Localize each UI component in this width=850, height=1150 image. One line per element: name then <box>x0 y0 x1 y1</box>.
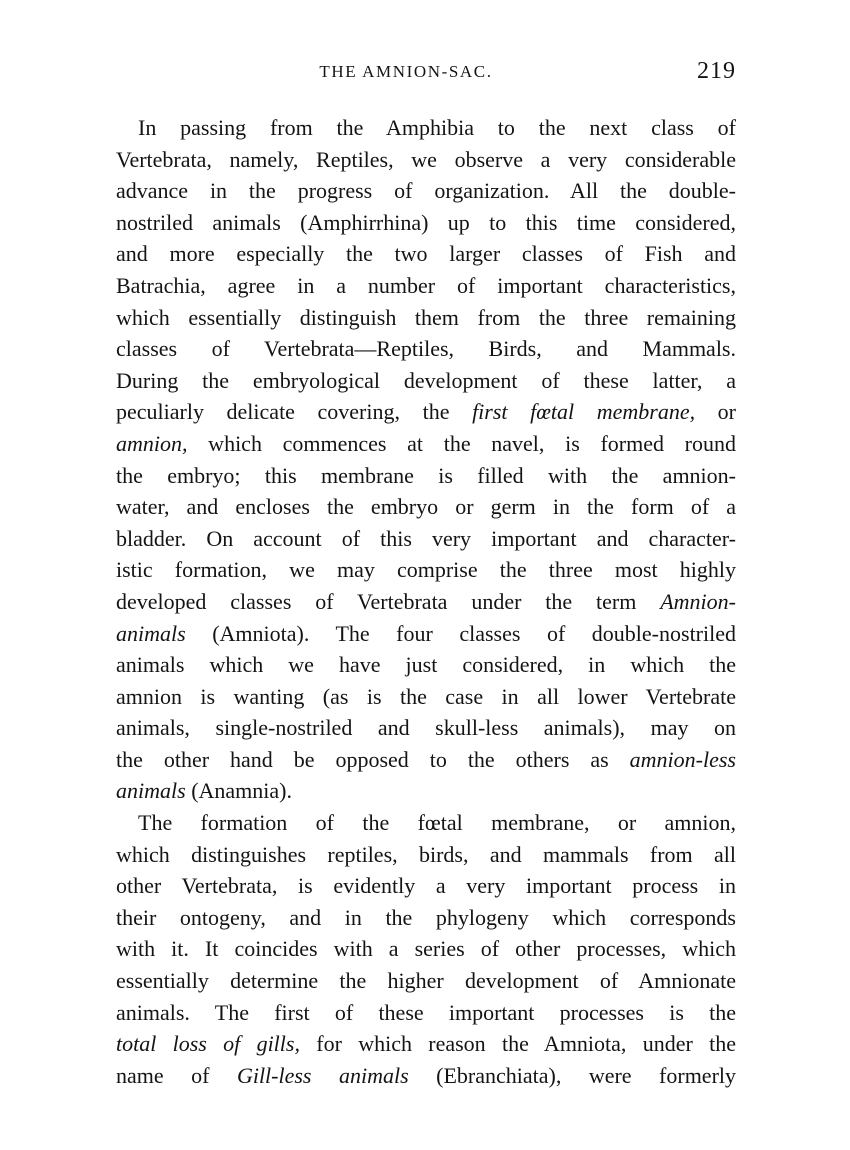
text-segment: for which reason the Amniota, under the <box>299 1031 736 1057</box>
italic-text: Amnion- <box>660 588 736 614</box>
text-line <box>116 997 736 1029</box>
body-text <box>116 112 736 1091</box>
text-line <box>116 1060 736 1092</box>
text-segment: istic formation, we may comprise the three most highly <box>116 557 736 583</box>
text-segment: their ontogeny, and in the phylogeny which corresponds <box>116 904 736 930</box>
text-segment: which distinguishes reptiles, birds, and mammals from all <box>116 841 736 867</box>
text-line <box>116 112 736 144</box>
text-segment: The formation of the fœtal membrane, or amnion, <box>138 810 736 836</box>
text-line <box>116 618 736 650</box>
page-number: 219 <box>697 58 736 84</box>
text-segment: name of <box>116 1062 237 1088</box>
text-line <box>116 396 736 428</box>
text-line <box>116 965 736 997</box>
text-segment: essentially determine the higher development of Amnionate <box>116 968 736 994</box>
text-line <box>116 302 736 334</box>
text-line <box>116 839 736 871</box>
italic-text: animals <box>116 778 186 804</box>
text-segment: the other hand be opposed to the others as <box>116 746 630 772</box>
text-line <box>116 554 736 586</box>
running-title: THE AMNION-SAC. <box>319 62 493 81</box>
italic-text: amnion, <box>116 430 188 456</box>
text-line <box>116 712 736 744</box>
text-line <box>116 649 736 681</box>
text-segment: peculiarly delicate covering, the <box>116 399 473 425</box>
text-line <box>116 1028 736 1060</box>
text-segment: classes of Vertebrata—Reptiles, Birds, and Mammals. <box>116 336 736 362</box>
text-line <box>116 523 736 555</box>
italic-text: total loss of gills, <box>116 1031 300 1057</box>
text-line <box>116 460 736 492</box>
text-line <box>116 902 736 934</box>
text-line <box>116 807 736 839</box>
text-segment: the embryo; this membrane is filled with the amnion- <box>116 462 736 488</box>
paragraph <box>116 112 736 807</box>
text-line <box>116 270 736 302</box>
text-segment: animals which we have just considered, in which the <box>116 652 736 678</box>
text-line <box>116 175 736 207</box>
text-segment: animals. The first of these important processes is the <box>116 999 736 1025</box>
text-segment: advance in the progress of organization. All the double- <box>116 178 736 204</box>
page-header <box>116 58 736 94</box>
text-line <box>116 775 736 807</box>
text-segment: During the embryological development of these latter, a <box>116 367 736 393</box>
text-segment: Batrachia, agree in a number of important characteristics, <box>116 272 736 298</box>
text-segment: other Vertebrata, is evidently a very important process in <box>116 873 736 899</box>
text-segment: nostriled animals (Amphirrhina) up to this time considered, <box>116 209 736 235</box>
text-line <box>116 744 736 776</box>
text-line <box>116 491 736 523</box>
text-line <box>116 586 736 618</box>
text-segment: In passing from the Amphibia to the next class of <box>138 115 736 140</box>
paragraph <box>116 807 736 1091</box>
text-segment: animals, single-nostriled and skull-less animals), may on <box>116 715 736 741</box>
text-line <box>116 428 736 460</box>
text-segment: bladder. On account of this very important and character- <box>116 525 736 551</box>
text-line <box>116 933 736 965</box>
text-segment: and more especially the two larger classes of Fish and <box>116 241 736 267</box>
text-segment: which essentially distinguish them from the three remaining <box>116 304 736 330</box>
text-segment: (Ebranchiata), were formerly <box>408 1062 737 1088</box>
italic-text: first fœtal membrane, <box>472 399 696 425</box>
text-line <box>116 238 736 270</box>
text-line <box>116 144 736 176</box>
text-line <box>116 333 736 365</box>
text-segment: (Amniota). The four classes of double-nostriled <box>185 620 736 646</box>
italic-text: animals <box>116 620 186 646</box>
text-segment: amnion is wanting (as is the case in all lower Vertebrate <box>116 683 736 709</box>
text-segment: or <box>695 399 736 425</box>
text-segment: (Anamnia). <box>185 778 292 804</box>
text-segment: which commences at the navel, is formed round <box>187 430 736 456</box>
text-segment: water, and encloses the embryo or germ in the form of a <box>116 494 736 520</box>
text-line <box>116 870 736 902</box>
italic-text: Gill-less animals <box>236 1062 409 1088</box>
text-segment: with it. It coincides with a series of other processes, which <box>116 936 736 962</box>
text-line <box>116 365 736 397</box>
text-segment: developed classes of Vertebrata under the term <box>116 588 661 614</box>
italic-text: amnion-less <box>629 746 736 772</box>
text-line <box>116 681 736 713</box>
text-segment: Vertebrata, namely, Reptiles, we observe a very considerable <box>116 146 736 172</box>
text-line <box>116 207 736 239</box>
